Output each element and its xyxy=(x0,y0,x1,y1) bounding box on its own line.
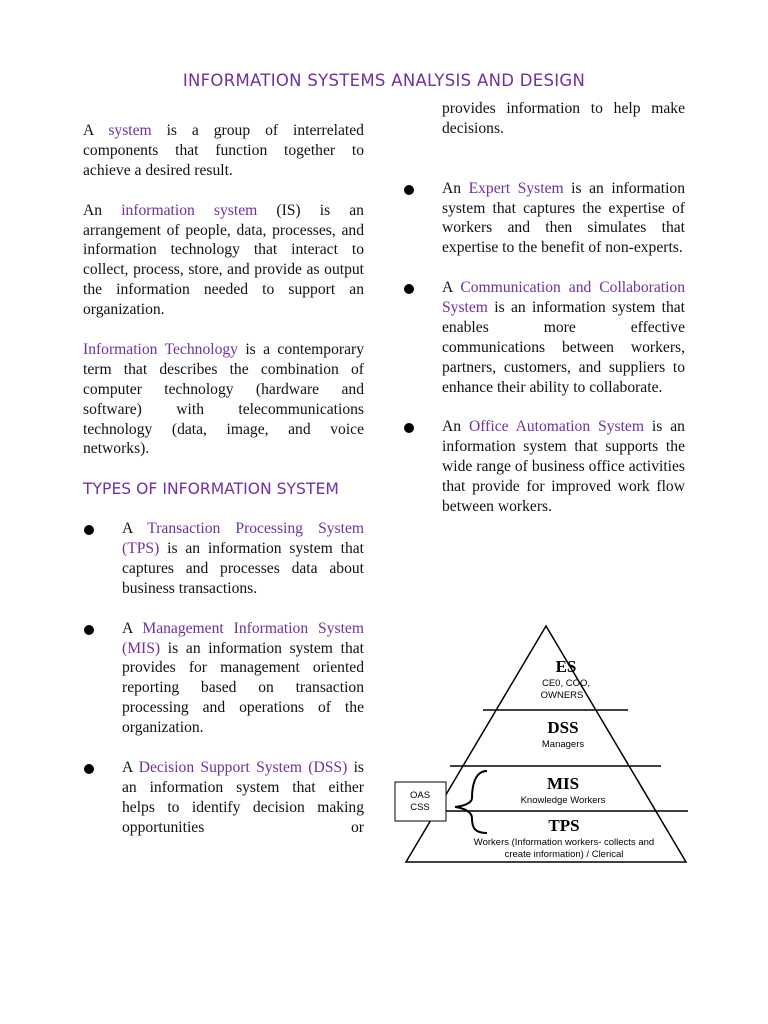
right-column xyxy=(403,99,685,517)
dss-continuation: provides information to help make decisions. xyxy=(442,100,685,137)
bullet-icon xyxy=(84,764,94,774)
level-es-desc: CE0, COO, xyxy=(541,678,591,689)
system-definition: A system is a group of interrelated components that function together to achieve a desired result. xyxy=(83,122,364,179)
term-information-technology: Information Technology xyxy=(83,340,238,358)
side-box-css: CSS xyxy=(410,802,430,813)
page-title: INFORMATION SYSTEMS ANALYSIS AND DESIGN xyxy=(182,71,586,90)
left-column xyxy=(83,121,364,838)
list-item-mis: A Management Information System (MIS) is an information system that provides for management oriented reporting based on transaction processing and operations of the organization. xyxy=(83,619,364,738)
list-item-expert-system: An Expert System is an information system that captures the expertise of workers and then simulates that expertise to the benefit of non-experts. xyxy=(403,179,685,259)
list-item-communication-system: A Communication and Collaboration System is an information system that enables more effective communications between workers, partners, customers, and suppliers to enhance their ability to collaborate. xyxy=(403,278,685,397)
bullet-icon xyxy=(404,284,414,294)
bullet-icon xyxy=(404,185,414,195)
is-pyramid-diagram xyxy=(392,620,692,870)
term-communication-system: Communication and Collaboration System xyxy=(442,279,685,317)
level-mis-label: MIS xyxy=(546,774,580,793)
curly-brace-icon xyxy=(455,771,487,833)
bullet-icon xyxy=(84,625,94,635)
term-dss: Decision Support System (DSS) xyxy=(138,759,348,776)
list-item-office-automation: An Office Automation System is an information system that supports the wide range of business office activities that provide for improved work flow between workers. xyxy=(403,417,685,517)
term-expert-system: Expert System xyxy=(468,179,564,197)
level-dss-label: DSS xyxy=(547,718,579,737)
level-mis-desc: Knowledge Workers xyxy=(520,795,606,806)
list-item-tps: A Transaction Processing System (TPS) is an information system that captures and processes data about business transactions. xyxy=(83,519,364,599)
side-box-oas: OAS xyxy=(409,790,431,801)
types-heading: TYPES OF INFORMATION SYSTEM xyxy=(83,480,339,499)
information-system-definition: An information system (IS) is an arrangement of people, data, processes, and information technology that interact to collect, process, store, and provide as output the information needed to support an organization. xyxy=(83,201,364,319)
level-dss-desc: Managers xyxy=(541,739,585,750)
term-information-system: information system xyxy=(121,201,258,219)
term-system: system xyxy=(108,122,152,139)
level-tps-desc: Workers (Information workers- collects and xyxy=(473,837,655,848)
term-office-automation: Office Automation System xyxy=(469,418,644,436)
level-es-label: ES xyxy=(555,657,577,676)
information-technology-definition: Information Technology is a contemporary term that describes the combination of computer technology (hardware and software) with telecommunications technology (data, image, and voice networks). xyxy=(83,340,364,458)
bullet-icon xyxy=(404,423,414,433)
level-tps-desc: create information) / Clerical xyxy=(504,849,624,860)
term-mis: Management Information System (MIS) xyxy=(122,619,364,657)
level-tps-label: TPS xyxy=(548,816,580,835)
list-item-dss: A Decision Support System (DSS) is an information system that either helps to identify decision making opportunities or xyxy=(83,758,364,838)
level-es-desc: OWNERS xyxy=(540,690,584,701)
bullet-icon xyxy=(84,525,94,535)
term-tps: Transaction Processing System (TPS) xyxy=(122,520,364,558)
